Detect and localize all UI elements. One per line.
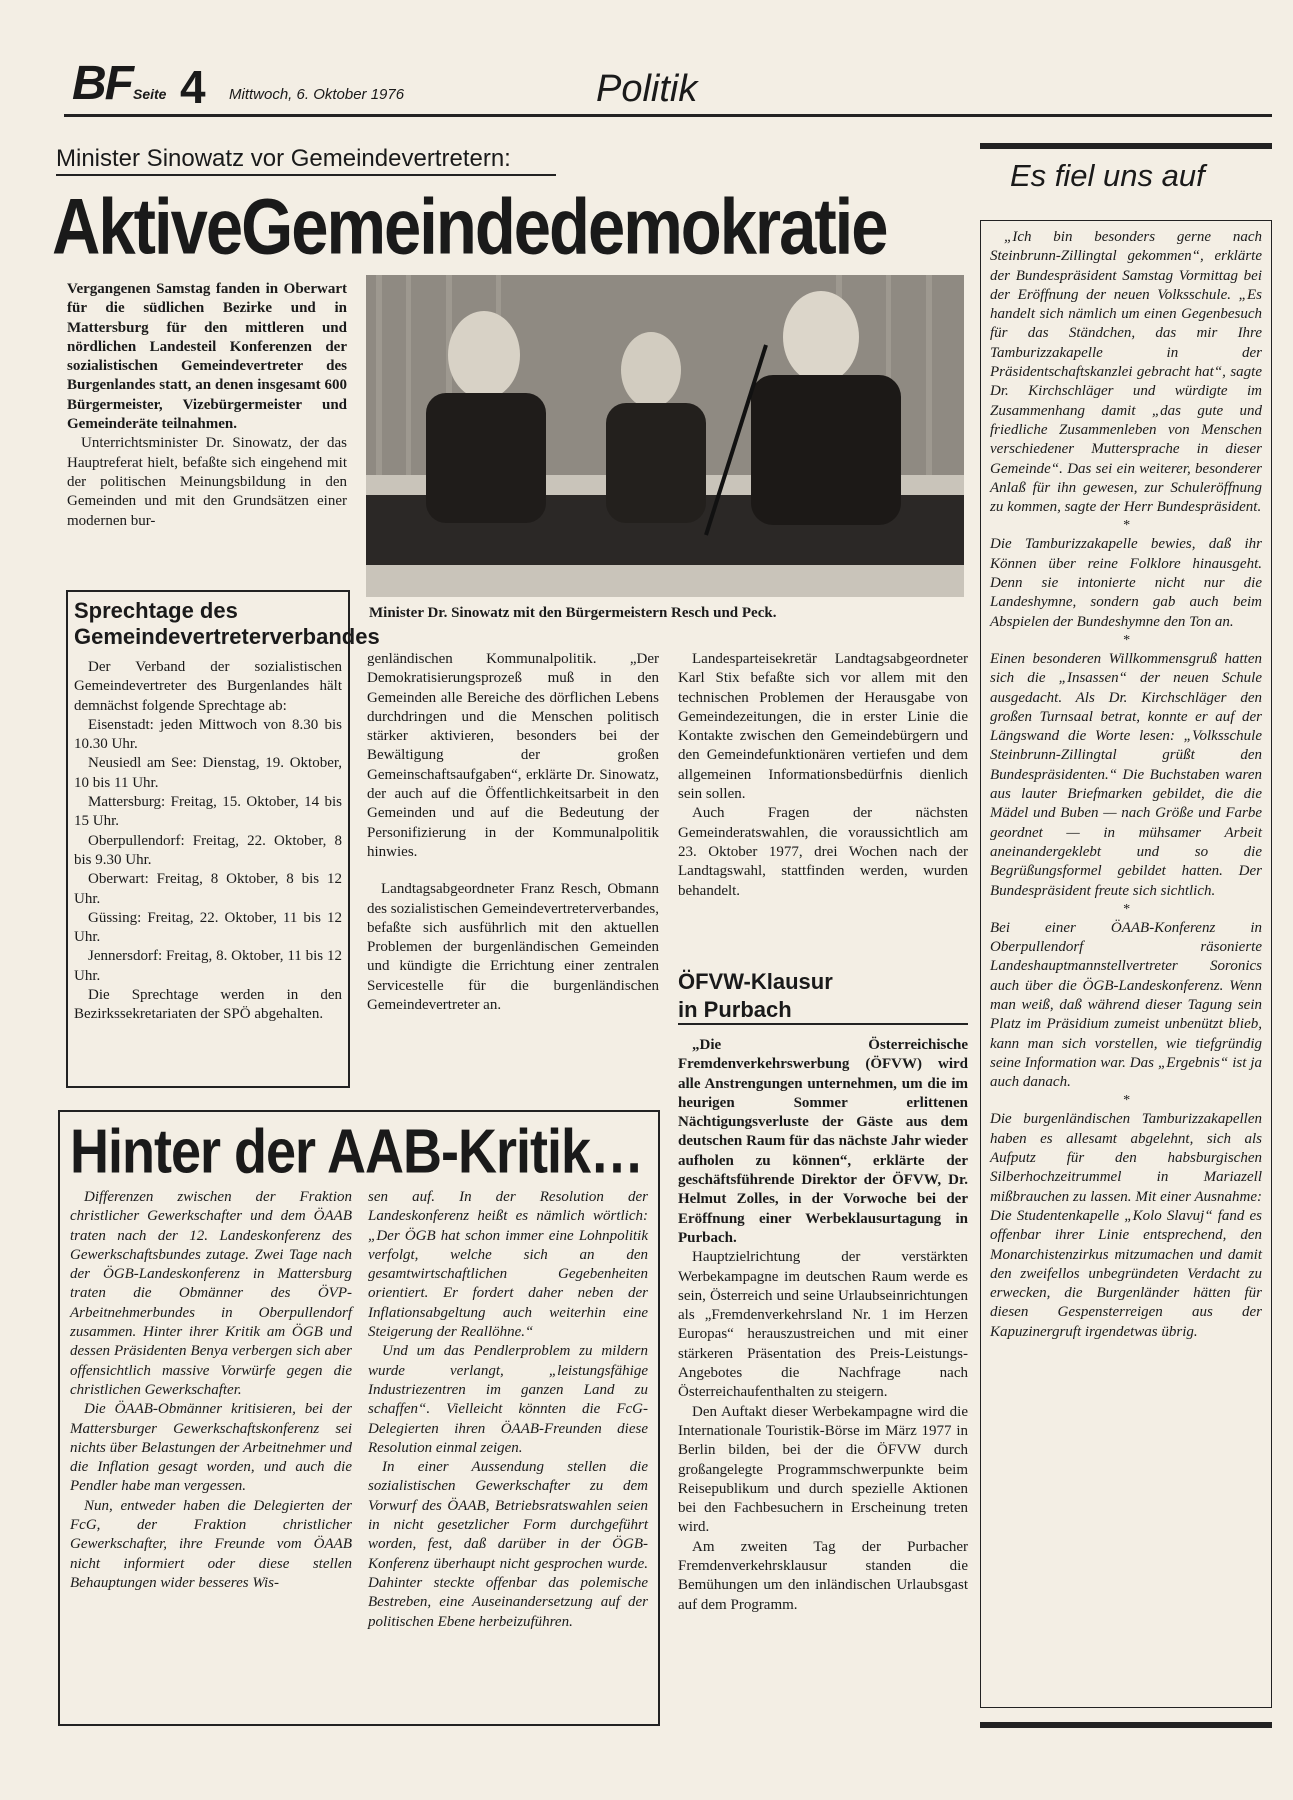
ofvw-headline-line1: ÖFVW-Klausur xyxy=(678,969,833,994)
aab-col2-p2: Und um das Pendlerproblem zu mildern wurde verlangt, „leistungsfähige Industriezentren im ganzen Land zu schaffen“. Vielleicht könnten die FcG-Delegierten ihren ÖAAB-Freunden diese Resolution einmal zeigen. xyxy=(368,1343,648,1456)
sprechtage-item: Güssing: Freitag, 22. Oktober, 11 bis 12 Uhr. xyxy=(74,909,342,946)
article-para1: Unterrichtsminister Dr. Sinowatz, der das Hauptreferat hielt, befaßte sich eingehend mit der politischen Meinungsbildung in den Gemeinden und mit den Grundsätzen einer modernen bur- xyxy=(67,435,347,529)
sidebar-item: Die Tamburizzakapelle bewies, daß ihr Können über reine Folklore hinausgeht. Denn sie intonierte nicht nur die Landeshymne, sondern gab auch beim Abspielen der Bundeshymne den Ton an. xyxy=(990,536,1262,630)
masthead-date: Mittwoch, 6. Oktober 1976 xyxy=(229,86,405,103)
sidebar-top-rule xyxy=(980,143,1272,149)
article-col2-p2: Landtagsabgeordneter Franz Resch, Obmann des sozialistischen Gemeindevertreterverbandes, befaßte sich ausführlich mit den aktuellen Problemen der burgenländischen Gemeinden und kündigte die Errichtung einer zentralen Servicestelle für die burgenländischen Gemeindevertreter an. xyxy=(367,881,659,1014)
kicker-rule xyxy=(56,174,556,176)
sprechtage-title: Sprechtage des Gemeindevertreterverbandes xyxy=(74,598,380,649)
masthead-rule xyxy=(64,114,1272,117)
photo-caption: Minister Dr. Sinowatz mit den Bürgermeistern Resch und Peck. xyxy=(369,605,777,621)
article-column-2 xyxy=(367,650,659,1015)
ofvw-rule xyxy=(678,1023,968,1025)
aab-col1-p3: Nun, entweder haben die Delegierten der FcG, der Fraktion christlicher Gewerkschafter, ihre Freunde vom ÖAAB nicht informiert oder diese stellen Behauptungen wider besseres Wis- xyxy=(70,1497,352,1591)
ofvw-headline xyxy=(678,968,968,1024)
sprechtage-intro: Der Verband der sozialistischen Gemeindevertreter des Burgenlandes hält demnächst folgende Sprechtage ab: xyxy=(74,659,342,714)
article-lead: Vergangenen Samstag fanden in Oberwart für die südlichen Bezirke und in Mattersburg für den mittleren und nördlichen Landesteil Konferenzen der sozialistischen Gemeindevertreter des Burgenlandes statt, an denen insgesamt 600 Bürgermeister, Vizebürgermeister und Gemeinderäte teilnahmen. xyxy=(67,281,347,433)
article-kicker: Minister Sinowatz vor Gemeindevertretern: xyxy=(56,145,511,172)
ofvw-p2: Den Auftakt dieser Werbekampagne wird die Internationale Touristik-Börse im März 1977 in Berlin bilden, bei der die ÖFVW durch großangelegte Programmschwerpunkte beim Reisepublikum und durch spezielle Aktionen bei den Fachbesuchern in Erscheinung treten wird. xyxy=(678,1403,968,1536)
ofvw-p3: Am zweiten Tag der Purbacher Fremdenverkehrsklausur standen die Bemühungen um den inländischen Urlaubsgast auf dem Programm. xyxy=(678,1538,968,1613)
sprechtage-item: Mattersburg: Freitag, 15. Oktober, 14 bis 15 Uhr. xyxy=(74,794,342,830)
article-col3-p2: Auch Fragen der nächsten Gemeinderatswahlen, die voraussichtlich am 23. Oktober 1977, drei Wochen nach der Landtagswahl, stattfinden werden, wurden behandelt. xyxy=(678,805,968,899)
sprechtage-item: Oberpullendorf: Freitag, 22. Oktober, 8 bis 9.30 Uhr. xyxy=(74,832,342,868)
article-col2-p1: genländischen Kommunalpolitik. „Der Demokratisierungsprozeß muß in den Gemeinden alle Bereiche des dörflichen Lebens durchdringen und die Menschen politisch stärker aktivieren, besonders bei der Bewältigung der großen Gemeinschaftsaufgaben“, erklärte Dr. Sinowatz, der auch auf die Öffentlichkeitsarbeit in den Gemeinden und auf die Bedeutung der Personifizierung in der Kommunalpolitik hinwies. xyxy=(367,651,659,860)
sidebar-item: Bei einer ÖAAB-Konferenz in Oberpullendorf räsonierte Landeshauptmannstellvertreter Soronics auch über die ÖGB-Landeskonferenz. Wenn man weiß, daß während dieser Tagung sein Platz im Präsidium zumeist unbenützt blieb, kann man sich vorstellen, wie tiefgründig seine Information war. Das „Ergebnis“ ist ja auch danach. xyxy=(990,919,1262,1091)
ofvw-body xyxy=(678,1036,968,1615)
ofvw-lead: „Die Österreichische Fremdenverkehrswerbung (ÖFVW) wird alle Anstrengungen unternehmen, um die im heurigen Sommer erlittenen Nächtigungsverluste der Gäste aus dem deutschen Raum für das nächste Jahr wieder aufholen zu können“, erklärte der geschäftsführende Direktor der ÖFVW, Dr. Helmut Zolles, in der Vorwoche bei der Eröffnung einer Werbeklausurtagung in Purbach. xyxy=(678,1037,968,1246)
sidebar-separator: * xyxy=(1122,518,1130,534)
photo-illustration xyxy=(366,275,964,597)
sprechtage-item: Oberwart: Freitag, 8 Oktober, 8 bis 12 Uhr. xyxy=(74,871,342,907)
page-label: Seite xyxy=(133,86,167,102)
article-column-3 xyxy=(678,650,968,901)
aab-headline: Hinter der AAB-Kritik… xyxy=(70,1117,644,1187)
aab-col2-p1: sen auf. In der Resolution der Landeskonferenz heißt es nämlich wörtlich: „Der ÖGB hat schon immer eine Lohnpolitik verfolgt, welche sich an den gesamtwirtschaftlichen Gegebenheiten orientiert. Er fordert daher neben der Inflationsabgeltung auch weiterhin eine Steigerung der Reallöhne.“ xyxy=(368,1189,648,1341)
sprechtage-item: Eisenstadt: jeden Mittwoch von 8.30 bis 10.30 Uhr. xyxy=(74,716,342,753)
sidebar-separator: * xyxy=(1122,632,1130,648)
article-intro xyxy=(67,280,347,531)
masthead-logo: BF xyxy=(72,57,132,110)
sprechtage-content xyxy=(74,598,380,1025)
aab-column-1 xyxy=(70,1188,352,1593)
page-number: 4 xyxy=(180,61,206,113)
sidebar-item: Die burgenländischen Tamburizzakapellen haben es allesamt abgelehnt, sich als Aufputz für den habsburgischen Silberhochzeitrummel in Mariazell mißbrauchen zu lassen. Mit einer Ausnahme: Die Studentenkapelle „Kolo Slavuj“ fand es offenbar ihrer Linie entsprechend, den Monarchistenzirkus mitzumachen und damit den zweifellos unbegründeten Verdacht zu erwecken, die Burgenländer hätten für diesen Gespensterreigen aus der Kapuzinergruft irgendetwas übrig. xyxy=(990,1111,1262,1340)
sidebar-bottom-rule xyxy=(980,1722,1272,1728)
aab-column-2 xyxy=(368,1188,648,1632)
article-headline: AktiveGemeindedemokratie xyxy=(52,182,887,272)
article-col3-p1: Landesparteisekretär Landtagsabgeordneter Karl Stix befaßte sich vor allem mit den technischen Problemen der Herausgabe von Gemeindezeitungen, die in erster Linie die Kontakte zwischen den Gemeindebürgern und den Gemeindefunktionären vertiefen und dem allgemeinen Informationsbedürfnis dienlich sein sollen. xyxy=(678,651,968,803)
sidebar-separator: * xyxy=(1122,1093,1130,1109)
sidebar-body xyxy=(990,228,1262,1342)
article-photo xyxy=(366,275,964,597)
sprechtage-item: Jennersdorf: Freitag, 8. Oktober, 11 bis 12 Uhr. xyxy=(74,948,342,984)
aab-col1-p1: Differenzen zwischen der Fraktion christlicher Gewerkschafter und dem ÖAAB traten nach der 12. Landeskonferenz des Gewerkschaftsbundes zutage. Zwei Tage nach der ÖGB-Landeskonferenz in Mattersburg traten die Obmänner des ÖVP-Arbeitnehmerbundes in Oberpullendorf zusammen. Hinter ihrer Kritik am ÖGB und dessen Präsidenten Benya verbergen sich aber offensichtlich massive Vorwürfe gegen die christlichen Gewerkschafter. xyxy=(70,1189,352,1398)
sidebar-separator: * xyxy=(1122,901,1130,917)
sprechtage-outro: Die Sprechtage werden in den Bezirkssekretariaten der SPÖ abgehalten. xyxy=(74,987,342,1023)
aab-col2-p3: In einer Aussendung stellen die sozialistischen Gewerkschafter zu dem Vorwurf des ÖAAB, Betriebsratswahlen seien in nicht gesetzlicher Form durchgeführt worden, fest, daß darüber in der ÖGB-Konferenz überhaupt nicht gesprochen wurde. Dahinter steckte offenbar das polemische Bestreben, eine Auseinandersetzung auf der politischen Ebene herbeizuführen. xyxy=(368,1459,648,1630)
ofvw-p1: Hauptzielrichtung der verstärkten Werbekampagne im deutschen Raum werde es sein, Österreich und seine Urlaubseinrichtungen als „Fremdenverkehrsland Nr. 1 im Herzen Europas“ herauszustreichen und mit einer stärkeren Präsentation des Preis-Leistungs-Angebotes die Nachfrage nach Österreichaufenthalten zu steigern. xyxy=(678,1249,968,1401)
aab-col1-p2: Die ÖAAB-Obmänner kritisieren, bei der Mattersburger Gewerkschaftskonferenz sei nichts über Belastungen der Arbeitnehmer und die Inflation gesagt worden, und auch die Pendler habe man vergessen. xyxy=(70,1401,352,1495)
sidebar-item: „Ich bin besonders gerne nach Steinbrunn-Zillingtal gekommen“, erklärte der Bundespräsident Samstag Vormittag bei der Eröffnung der neuen Volksschule. „Es handelt sich nämlich um einen Gegenbesuch für das Ständchen, das mir Ihre Tamburizzakapelle in der Präsidentschaftskanzlei gebracht hat“, sagte Dr. Kirchschläger und würdigte im Zusammenhang damit „das gute und friedliche Zusammenleben von Menschen verschiedener Muttersprache in dieser Gemeinde“. Das sei ein weiterer, besonderer Anlaß für ihn gewesen, zur Schuleröffnung zu kommen, sagte der Herr Bundespräsident. xyxy=(990,229,1262,516)
sidebar-item: Einen besonderen Willkommensgruß hatten sich die „Insassen“ der neuen Schule ausgedacht. Als Dr. Kirchschläger den großen Turnsaal betrat, konnte er auf der Längswand die Worte lesen: „Volksschule Steinbrunn-Zillingtal grüßt den Bundespräsidenten.“ Die Buchstaben waren aus lauter Briefmarken gebildet, die die Mädel und Buben — nach Größe und Farbe geordnet — in mühsamer Arbeit aneinandergeklebt und so die Begrüßungsformel gebildet hatten. Der Bundespräsident freute sich sichtlich. xyxy=(990,650,1262,899)
section-title: Politik xyxy=(596,68,698,110)
sprechtage-item: Neusiedl am See: Dienstag, 19. Oktober, 10 bis 11 Uhr. xyxy=(74,755,342,791)
ofvw-headline-line2: in Purbach xyxy=(678,997,792,1022)
sidebar-title: Es fiel uns auf xyxy=(1010,158,1205,193)
